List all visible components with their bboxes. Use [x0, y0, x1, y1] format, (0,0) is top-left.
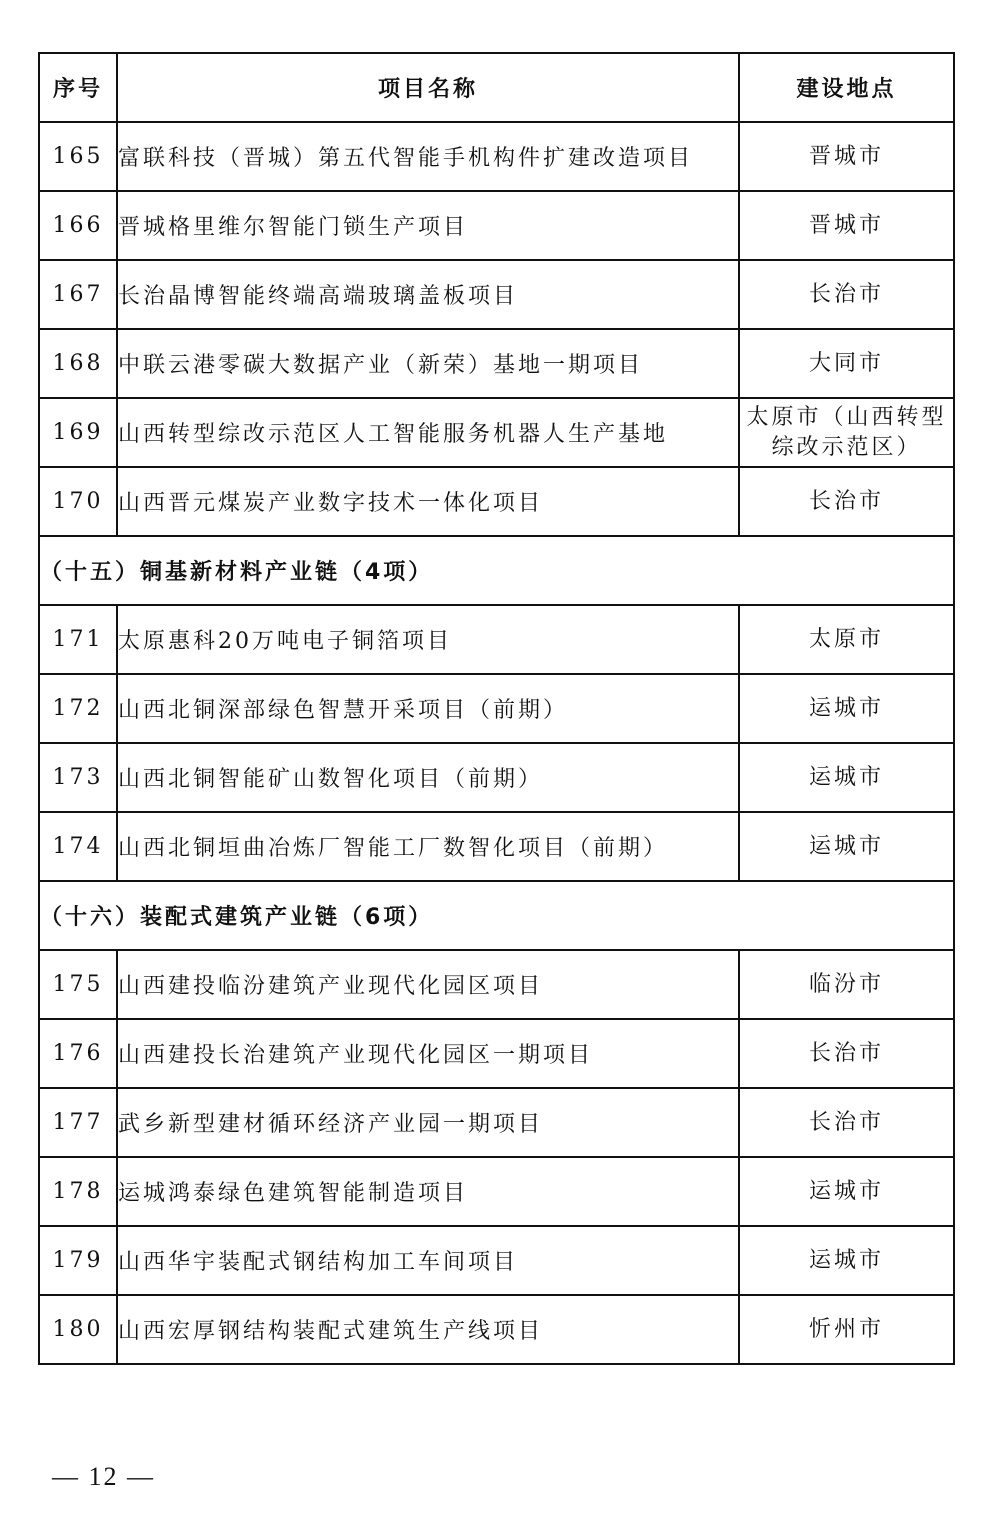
row-num: 179: [39, 1226, 117, 1295]
row-location: 运城市: [739, 743, 954, 812]
row-location: 晋城市: [739, 191, 954, 260]
row-location: 忻州市: [739, 1295, 954, 1364]
table-row: [39, 812, 954, 881]
row-name: 山西建投长治建筑产业现代化园区一期项目: [117, 1019, 739, 1088]
row-location: 太原市: [739, 605, 954, 674]
header-name: 项目名称: [117, 53, 739, 122]
row-name: 运城鸿泰绿色建筑智能制造项目: [117, 1157, 739, 1226]
row-location: 大同市: [739, 329, 954, 398]
row-location: 运城市: [739, 1226, 954, 1295]
section-heading: （十五）铜基新材料产业链（4项）: [39, 536, 954, 605]
table-row: [39, 743, 954, 812]
row-num: 177: [39, 1088, 117, 1157]
row-name: 太原惠科20万吨电子铜箔项目: [117, 605, 739, 674]
table-row: [39, 122, 954, 191]
row-num: 171: [39, 605, 117, 674]
row-name: 山西北铜智能矿山数智化项目（前期）: [117, 743, 739, 812]
header-num: 序号: [39, 53, 117, 122]
row-name: 山西宏厚钢结构装配式建筑生产线项目: [117, 1295, 739, 1364]
row-location: 长治市: [739, 1088, 954, 1157]
section-heading: （十六）装配式建筑产业链（6项）: [39, 881, 954, 950]
row-location: 长治市: [739, 467, 954, 536]
table-row: [39, 1088, 954, 1157]
table-body: [39, 53, 954, 1364]
row-num: 169: [39, 398, 117, 467]
header-row: [39, 53, 954, 122]
row-num: 174: [39, 812, 117, 881]
table-row: [39, 467, 954, 536]
table-row: [39, 329, 954, 398]
row-num: 165: [39, 122, 117, 191]
row-location: 长治市: [739, 1019, 954, 1088]
table-row: [39, 398, 954, 467]
project-table: [38, 52, 955, 1365]
table-row: [39, 950, 954, 1019]
row-num: 170: [39, 467, 117, 536]
table-row: [39, 605, 954, 674]
table-row: [39, 191, 954, 260]
table-row: [39, 1226, 954, 1295]
section-row: [39, 536, 954, 605]
row-num: 175: [39, 950, 117, 1019]
row-num: 178: [39, 1157, 117, 1226]
row-location: 临汾市: [739, 950, 954, 1019]
header-location: 建设地点: [739, 53, 954, 122]
row-location: 晋城市: [739, 122, 954, 191]
row-num: 172: [39, 674, 117, 743]
table-row: [39, 674, 954, 743]
row-num: 180: [39, 1295, 117, 1364]
row-name: 山西北铜垣曲冶炼厂智能工厂数智化项目（前期）: [117, 812, 739, 881]
row-name: 山西华宇装配式钢结构加工车间项目: [117, 1226, 739, 1295]
row-name: 山西晋元煤炭产业数字技术一体化项目: [117, 467, 739, 536]
page-number: — 12 —: [52, 1462, 155, 1491]
row-location: 运城市: [739, 1157, 954, 1226]
row-name: 武乡新型建材循环经济产业园一期项目: [117, 1088, 739, 1157]
row-num: 168: [39, 329, 117, 398]
table-row: [39, 1019, 954, 1088]
row-name: 富联科技（晋城）第五代智能手机构件扩建改造项目: [117, 122, 739, 191]
row-num: 173: [39, 743, 117, 812]
section-row: [39, 881, 954, 950]
table-row: [39, 260, 954, 329]
row-name: 山西北铜深部绿色智慧开采项目（前期）: [117, 674, 739, 743]
row-name: 晋城格里维尔智能门锁生产项目: [117, 191, 739, 260]
table-row: [39, 1157, 954, 1226]
row-num: 166: [39, 191, 117, 260]
row-name: 山西转型综改示范区人工智能服务机器人生产基地: [117, 398, 739, 467]
row-location: 长治市: [739, 260, 954, 329]
row-location: 运城市: [739, 812, 954, 881]
row-name: 长治晶博智能终端高端玻璃盖板项目: [117, 260, 739, 329]
row-name: 山西建投临汾建筑产业现代化园区项目: [117, 950, 739, 1019]
row-location: 运城市: [739, 674, 954, 743]
row-name: 中联云港零碳大数据产业（新荣）基地一期项目: [117, 329, 739, 398]
table-row: [39, 1295, 954, 1364]
row-num: 167: [39, 260, 117, 329]
row-num: 176: [39, 1019, 117, 1088]
row-location: 太原市（山西转型综改示范区）: [739, 398, 954, 467]
